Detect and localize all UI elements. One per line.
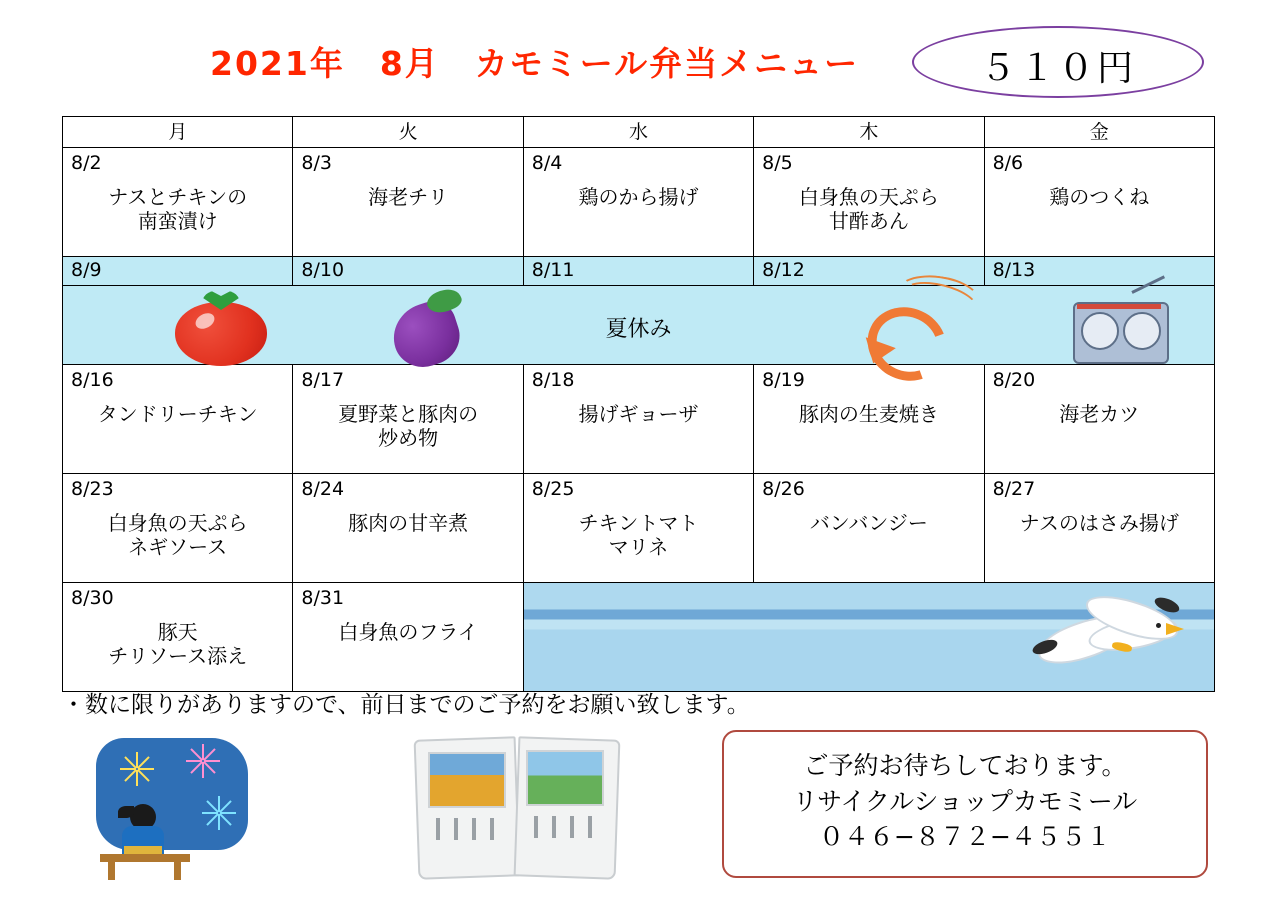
menu-label: 白身魚の天ぷら 甘酢あん (798, 185, 939, 233)
seagull-illustration (523, 583, 1214, 692)
date-label: 8/12 (762, 259, 805, 281)
date-label: 8/23 (71, 478, 114, 500)
day-cell (293, 365, 523, 474)
weekday-fri: 金 (984, 117, 1214, 148)
page-title: 2021年 8月 カモミール弁当メニュー (210, 44, 860, 83)
bench-icon (100, 854, 190, 880)
day-cell (984, 365, 1214, 474)
menu-label: 海老チリ (368, 185, 449, 209)
day-cell (523, 365, 753, 474)
menu-label: タンドリーチキン (97, 402, 258, 426)
date-label: 8/19 (762, 369, 805, 391)
menu-label: ナスのはさみ揚げ (1019, 511, 1179, 535)
holiday-banner-row (63, 286, 1215, 365)
menu-label: チキントマト マリネ (578, 511, 699, 559)
weekday-mon: 月 (63, 117, 293, 148)
summer-holiday-banner (63, 286, 1215, 365)
menu-label: 白身魚の天ぷら ネギソース (107, 511, 248, 559)
menu-label: 豚肉の生麦焼き (798, 402, 939, 426)
day-cell (754, 365, 984, 474)
day-cell (63, 365, 293, 474)
holiday-label: 夏休み (605, 317, 672, 342)
day-cell (523, 474, 753, 583)
day-cell (754, 148, 984, 257)
date-label: 8/5 (762, 152, 793, 174)
open-book-illustration (410, 730, 622, 882)
weekday-tue: 火 (293, 117, 523, 148)
weekday-thu: 木 (754, 117, 984, 148)
date-label: 8/17 (301, 369, 345, 391)
seagull-icon (1026, 597, 1196, 677)
date-label: 8/3 (301, 152, 332, 174)
date-label: 8/13 (992, 259, 1036, 281)
contact-line-2: リサイクルショップカモミール (792, 786, 1138, 816)
menu-label: 鶏のつくね (1049, 185, 1150, 209)
day-cell (293, 474, 523, 583)
menu-label: 鶏のから揚げ (578, 185, 699, 209)
weekday-header-row (63, 117, 1215, 148)
date-label: 8/31 (301, 587, 345, 609)
date-label: 8/9 (71, 259, 102, 281)
date-label: 8/4 (531, 152, 563, 174)
menu-calendar (62, 116, 1215, 692)
contact-box (722, 730, 1208, 878)
weekday-wed: 水 (523, 117, 753, 148)
menu-label: 豚肉の甘辛煮 (348, 511, 469, 535)
date-label: 8/25 (531, 478, 575, 500)
day-cell (523, 148, 753, 257)
contact-phone: ０４６−８７２−４５５１ (819, 822, 1111, 851)
menu-label: ナスとチキンの 南蛮漬け (108, 185, 248, 233)
day-cell (293, 148, 523, 257)
date-label: 8/6 (992, 152, 1024, 174)
day-cell (63, 474, 293, 583)
firework-icon (120, 752, 154, 786)
day-cell (984, 474, 1214, 583)
menu-label: 豚天 チリソース添え (108, 620, 248, 668)
firework-icon (202, 796, 236, 830)
menu-label: 揚げギョーザ (578, 402, 699, 426)
page-header (0, 0, 1280, 112)
menu-label: バンバンジー (809, 511, 928, 535)
tomato-icon (175, 280, 267, 366)
day-cell (293, 583, 523, 692)
date-label: 8/24 (301, 478, 345, 500)
menu-label: 白身魚のフライ (338, 620, 478, 644)
shrimp-icon (853, 278, 983, 376)
reservation-note: ・数に限りがありますので、前日までのご予約をお願い致します。 (62, 692, 750, 718)
day-cell (754, 474, 984, 583)
table-row (63, 148, 1215, 257)
date-label: 8/20 (992, 369, 1036, 391)
menu-label: 海老カツ (1059, 402, 1140, 426)
date-label: 8/11 (531, 259, 575, 281)
price-text: ５１０円 (979, 48, 1136, 89)
day-cell (523, 257, 753, 286)
day-cell (984, 148, 1214, 257)
date-label: 8/10 (301, 259, 345, 281)
table-row (63, 365, 1215, 474)
day-cell (63, 583, 293, 692)
table-row (63, 474, 1215, 583)
date-label: 8/26 (762, 478, 805, 500)
date-label: 8/27 (992, 478, 1036, 500)
table-row (63, 583, 1215, 692)
book-photo-sunflower (428, 752, 506, 808)
menu-label: 夏野菜と豚肉の 炒め物 (338, 402, 479, 450)
day-cell (63, 148, 293, 257)
date-label: 8/16 (71, 369, 114, 391)
book-photo-landscape (526, 750, 604, 806)
eggplant-icon (383, 278, 477, 370)
radio-icon (1073, 282, 1169, 364)
fireworks-illustration (82, 738, 262, 888)
firework-icon (186, 744, 220, 778)
contact-line-1: ご予約お待ちしております。 (803, 751, 1127, 780)
date-label: 8/2 (71, 152, 102, 174)
date-label: 8/30 (71, 587, 114, 609)
date-label: 8/18 (531, 369, 575, 391)
